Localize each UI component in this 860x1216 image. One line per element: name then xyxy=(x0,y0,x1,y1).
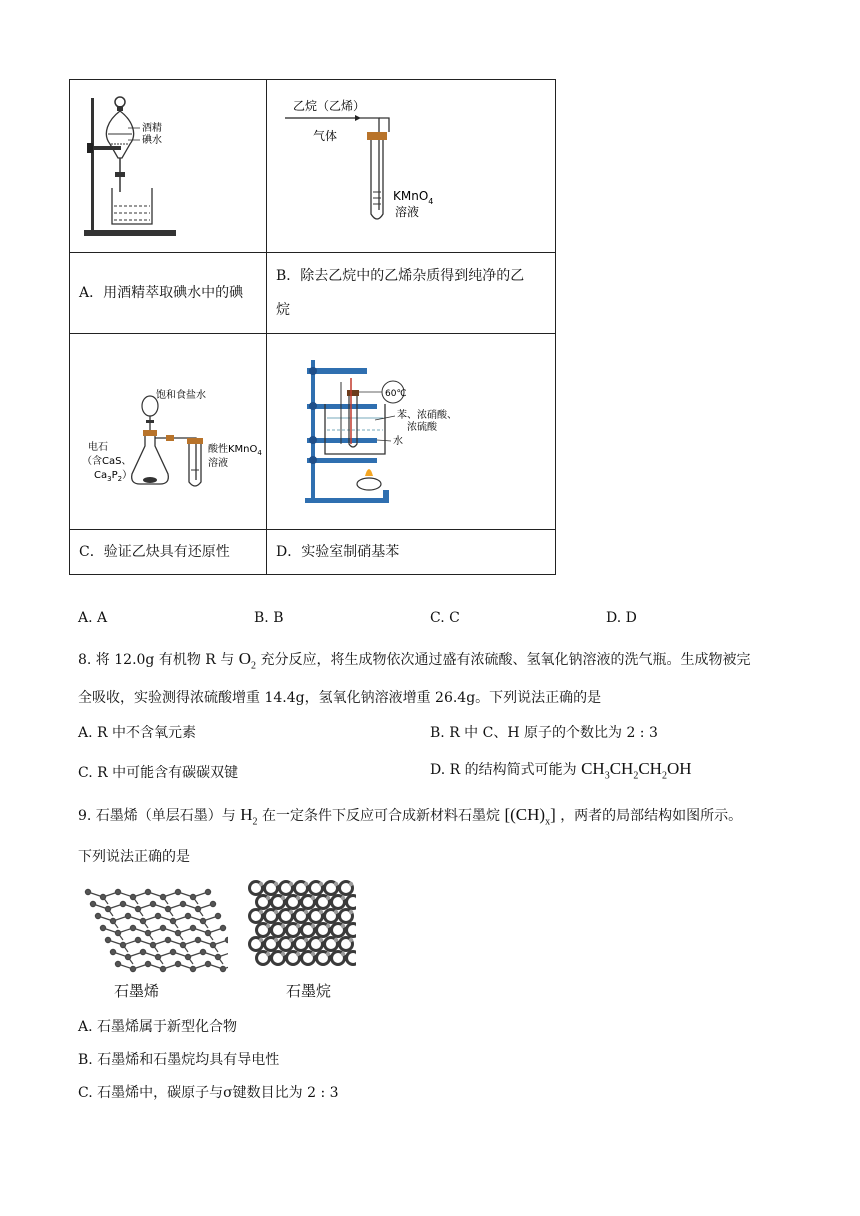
graphene-structure-image xyxy=(78,880,228,980)
carbon-atom xyxy=(140,918,145,923)
carbon-atom xyxy=(215,913,220,918)
q8-stem-line2: 全吸收，实验测得浓硫酸增重 14.4g，氢氧化钠溶液增重 26.4g。下列说法正确的是 xyxy=(78,690,602,706)
o2-formula: $O_2$ xyxy=(238,649,257,672)
carbon-atom xyxy=(225,937,228,942)
hydrogen-atom xyxy=(319,882,323,886)
caption-d: D．实验室制硝基苯 xyxy=(267,530,556,575)
label-ca3p2: $Ca_3P_2$） xyxy=(94,470,133,483)
hydrogen-atom xyxy=(281,952,285,956)
caption-b xyxy=(267,253,556,334)
hydrogen-atom xyxy=(266,952,270,956)
hydrogen-atom xyxy=(259,882,263,886)
hydrogen-atom xyxy=(319,938,323,942)
carbon-atom xyxy=(205,930,210,935)
label-solution-c: 溶液 xyxy=(208,458,228,469)
carbon-atom xyxy=(165,937,170,942)
carbon-atom xyxy=(170,918,175,923)
h2-formula: $H_2$ xyxy=(240,805,258,828)
carbon-atom xyxy=(165,906,170,911)
label-iodine-water: 碘水 xyxy=(142,135,162,146)
label-60c: 60℃ xyxy=(385,389,407,399)
carbon-atom xyxy=(190,894,195,899)
carbon-atom xyxy=(135,906,140,911)
q8-option-b: B. R 中 C、H 原子的个数比为 2 : 3 xyxy=(430,725,658,741)
label-brine: 饱和食盐水 xyxy=(156,390,206,401)
hydrogen-atom xyxy=(304,938,308,942)
label-conc-sulfuric: 浓硫酸 xyxy=(407,422,437,433)
carbon-atom xyxy=(180,901,185,906)
hydrogen-atom xyxy=(311,952,315,956)
q7-option-c: C. C xyxy=(430,610,460,626)
carbon-atom xyxy=(100,925,105,930)
q9-option-a: A. 石墨烯属于新型化合物 xyxy=(78,1019,238,1035)
caption-b-line1: B．除去乙烷中的乙烯杂质得到纯净的乙 xyxy=(276,268,525,284)
label-gas: 气体 xyxy=(313,129,338,143)
carbon-atom xyxy=(210,942,215,947)
label-solution: 溶液 xyxy=(395,205,420,219)
q9-stem-line1: 9. 石墨烯（单层石墨）与 $H_2$ 在一定条件下反应可合成新材料石墨烷 $[(CH)_x]$ ，两者的局部结构如图所示。 xyxy=(78,805,743,828)
hydrogen-atom xyxy=(319,910,323,914)
q7-option-d: D. D xyxy=(606,610,637,626)
carbon-atom xyxy=(115,961,120,966)
hydrogen-atom xyxy=(341,896,345,900)
carbon-atom xyxy=(100,894,105,899)
carbon-atom xyxy=(185,913,190,918)
carbon-atom xyxy=(160,925,165,930)
carbon-atom xyxy=(150,901,155,906)
carbon-atom xyxy=(200,949,205,954)
carbon-atom xyxy=(115,889,120,894)
carbon-atom xyxy=(130,894,135,899)
carbon-atom xyxy=(205,961,210,966)
carbon-atom xyxy=(135,937,140,942)
hydrogen-atom xyxy=(304,882,308,886)
hydrogen-atom xyxy=(326,952,330,956)
carbon-atom xyxy=(160,894,165,899)
q8-option-c: C. R 中可能含有碳碳双键 xyxy=(78,765,239,781)
label-reagents: 苯、浓硝酸、 xyxy=(397,410,457,421)
carbon-atom xyxy=(110,949,115,954)
hydrogen-atom xyxy=(289,910,293,914)
carbon-atom xyxy=(190,925,195,930)
q8-stem-line1: 8. 将 12.0g 有机物 R 与 $O_2$ 充分反应，将生成物依次通过盛有浓硫酸、氢氧化钠溶液的洗气瓶。生成物被完 xyxy=(78,649,751,672)
hydrogen-atom xyxy=(274,882,278,886)
caption-b-line2: 烷 xyxy=(276,302,290,318)
hydrogen-atom xyxy=(326,924,330,928)
q9-option-b: B. 石墨烯和石墨烷均具有导电性 xyxy=(78,1052,280,1068)
carbon-atom xyxy=(160,966,165,971)
label-acidic-kmno4: 酸性KMnO$_4$ xyxy=(208,444,262,457)
hydrogen-atom xyxy=(334,910,338,914)
carbon-atom xyxy=(130,925,135,930)
carbon-atom xyxy=(85,889,90,894)
acetylene-apparatus-figure xyxy=(70,334,266,525)
experiment-table xyxy=(69,79,556,575)
hydrogen-atom xyxy=(289,882,293,886)
carbon-atom xyxy=(130,966,135,971)
hydrogen-atom xyxy=(349,882,353,886)
carbon-atom xyxy=(190,966,195,971)
label-alcohol: 酒精 xyxy=(142,123,162,134)
graphane-formula: $[(CH)_x]$ xyxy=(504,805,556,828)
carbon-atom xyxy=(115,930,120,935)
q8-option-a: A. R 中不含氧元素 xyxy=(78,725,197,741)
nitrobenzene-apparatus-figure xyxy=(267,334,555,525)
figure-d-cell xyxy=(267,334,556,530)
hydrogen-atom xyxy=(349,938,353,942)
carbon-atom xyxy=(120,901,125,906)
carbon-atom xyxy=(220,966,225,971)
carbon-atom xyxy=(210,901,215,906)
q7-option-b: B. B xyxy=(254,610,284,626)
hydrogen-atom xyxy=(334,882,338,886)
hydrogen-atom xyxy=(274,938,278,942)
q9-stem-line2: 下列说法正确的是 xyxy=(78,849,190,865)
carbon-atom xyxy=(110,918,115,923)
hydrogen-atom xyxy=(281,924,285,928)
carbon-atom xyxy=(205,889,210,894)
figure-c-cell xyxy=(70,334,267,530)
carbon-atom xyxy=(105,937,110,942)
hydrogen-atom xyxy=(311,896,315,900)
carbon-atom xyxy=(145,889,150,894)
carbon-atom xyxy=(105,906,110,911)
label-water: 水 xyxy=(393,436,403,447)
label-contains-cas: （含CaS、 xyxy=(82,456,132,467)
figure-b-cell xyxy=(267,80,556,253)
carbon-atom xyxy=(95,913,100,918)
hydrogen-atom xyxy=(259,938,263,942)
carbon-atom xyxy=(125,954,130,959)
hydrogen-atom xyxy=(259,910,263,914)
carbon-atom xyxy=(150,942,155,947)
carbon-atom xyxy=(175,961,180,966)
carbon-atom xyxy=(140,949,145,954)
carbon-atom xyxy=(195,937,200,942)
hydrogen-atom xyxy=(281,896,285,900)
label-kmno4: KMnO$_4$ xyxy=(393,189,434,206)
hydrogen-atom xyxy=(266,896,270,900)
carbon-atom xyxy=(145,961,150,966)
caption-a: A．用酒精萃取碘水中的碘 xyxy=(70,253,267,334)
hydrogen-atom xyxy=(341,952,345,956)
hydrogen-atom xyxy=(296,896,300,900)
carbon-atom xyxy=(155,913,160,918)
carbon-atom xyxy=(120,942,125,947)
carbon-atom xyxy=(195,906,200,911)
label-ethane-ethylene: 乙烷（乙烯） xyxy=(293,99,366,113)
hydrogen-atom xyxy=(326,896,330,900)
graphane-structure-image xyxy=(248,880,356,968)
caption-c: C．验证乙炔具有还原性 xyxy=(70,530,267,575)
graphane-label: 石墨烷 xyxy=(286,982,332,1000)
carbon-atom xyxy=(170,949,175,954)
hydrogen-atom xyxy=(296,924,300,928)
separatory-funnel-figure xyxy=(70,80,266,248)
carbon-atom xyxy=(175,889,180,894)
propanol-formula: $CH_3CH_2CH_2OH$ xyxy=(581,759,692,782)
carbon-atom xyxy=(180,942,185,947)
carbon-atom xyxy=(220,925,225,930)
carbon-atom xyxy=(175,930,180,935)
hydrogen-atom xyxy=(304,910,308,914)
carbon-atom xyxy=(155,954,160,959)
gas-wash-tube-figure xyxy=(267,80,555,248)
hydrogen-atom xyxy=(311,924,315,928)
graphene-label: 石墨烯 xyxy=(114,982,160,1000)
carbon-atom xyxy=(200,918,205,923)
label-calcium-carbide: 电石 xyxy=(88,442,108,453)
hydrogen-atom xyxy=(341,924,345,928)
carbon-atom xyxy=(215,954,220,959)
carbon-atom xyxy=(125,913,130,918)
hydrogen-atom xyxy=(334,938,338,942)
carbon-atom xyxy=(145,930,150,935)
carbon-atom xyxy=(185,954,190,959)
figure-a-cell xyxy=(70,80,267,253)
q8-option-d: D. R 的结构简式可能为 $CH_3CH_2CH_2OH$ xyxy=(430,759,692,782)
hydrogen-atom xyxy=(266,924,270,928)
q7-option-a: A. A xyxy=(78,610,108,626)
hydrogen-atom xyxy=(296,952,300,956)
q9-option-c: C. 石墨烯中，碳原子与σ键数目比为 2 : 3 xyxy=(78,1085,339,1101)
hydrogen-atom xyxy=(274,910,278,914)
hydrogen-atom xyxy=(349,910,353,914)
carbon-atom xyxy=(90,901,95,906)
hydrogen-atom xyxy=(289,938,293,942)
